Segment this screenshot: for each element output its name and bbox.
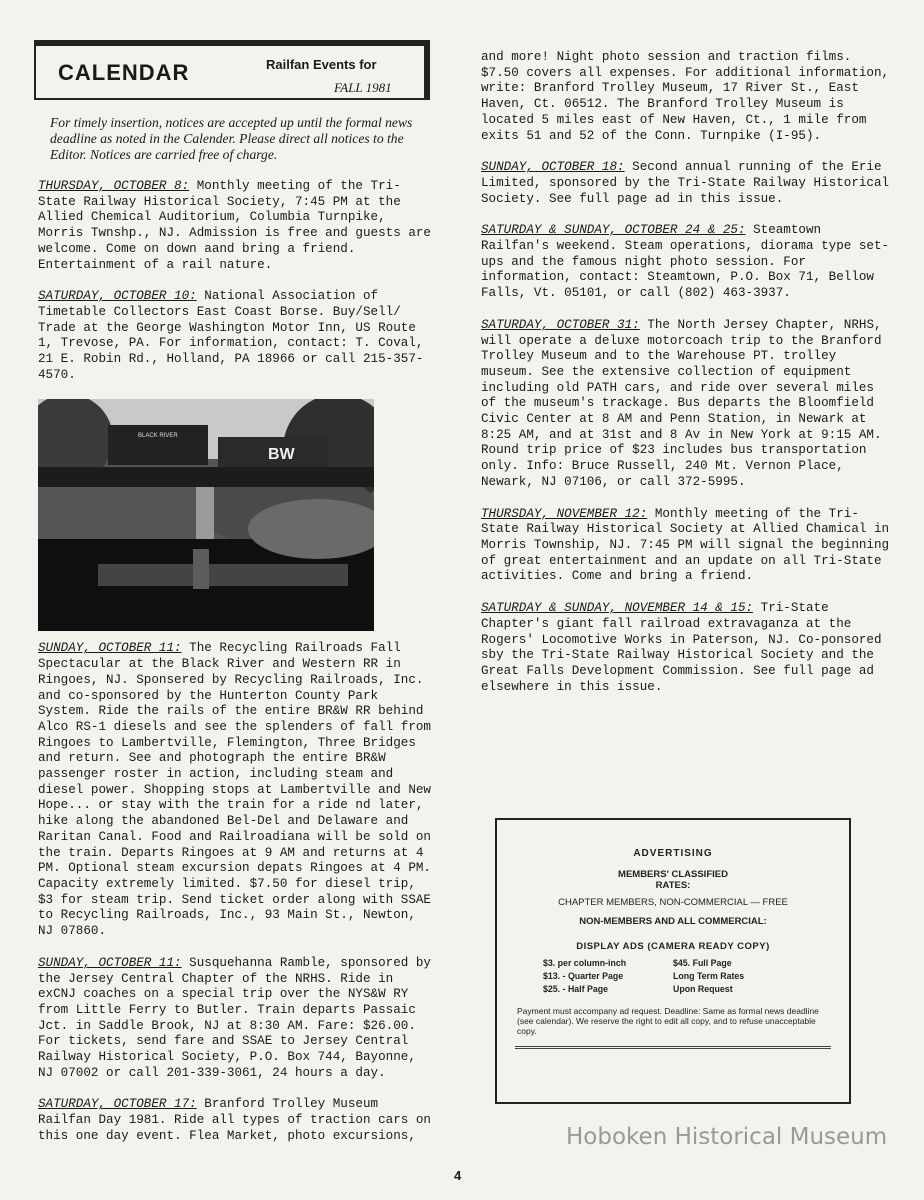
advertising-heading: ADVERTISING [633,848,713,859]
event-text: National Association of Timetable Collectors East Coast Borse. Buy/Sell/ Trade at the George Washington Motor Inn, US Route 1, Trevose, PA. For information, contact: T. Coval, 21 E. Robin Rd., Holland, PA 18966 or call 215-357-4570. [38,289,424,382]
event-oct-11-susquehanna [38,956,438,1082]
event-text: Tri-State Chapter's giant fall railroad extravaganza at the Rogers' Locomotive Works in Paterson, NJ. Co-ponsored sby the Tri-State Railway Historical Society and the Great Falls Development Commission. See full page ad elsewhere in this issue. [481,601,882,694]
event-text: The Recycling Railroads Fall Spectacular at the Black River and Western RR in Ringoes, NJ. Sponsered by Recycling Railroads, Inc. and co-sponsored by the Hunterton County Park System. Ride the rails of the entire BR&W RR behind Alco RS-1 diesels and see the splenders of fall from Ringoes to Lambertville, Flemington, Three Bridges and return. See and photograph the entire BR&W passenger roster in action, including steam and diesel power. Shopping stops at Lambertville and New Hope... or stay with the train for a ride nd later, hike along the abandoned Bel-Del and Delaware and Raritan Canal. Food and Railroadiana will be sold on the train. Departs Ringoes at 9 AM and returns at 4 PM. Optional steam excursion depats Ringoes at 4 PM. Capacity extremely limited. $7.50 for diesel trip, $3 for steam trip. Send ticket order along with SSAE to Recycling Railroads, Inc., 93 Main St., Newton, NJ 07860. [38,641,431,939]
double-rule [515,1046,831,1049]
header-season: FALL 1981 [334,80,392,95]
advertising-box [495,818,851,1104]
event-oct-31 [481,318,891,491]
rates-grid [543,958,803,994]
classified-heading: MEMBERS' CLASSIFIED [618,869,728,880]
event-date: SATURDAY, OCTOBER 31: [481,317,640,332]
event-date: SATURDAY & SUNDAY, OCTOBER 24 & 25: [481,223,746,238]
event-text: Steamtown Railfan's weekend. Steam operations, diorama type set-ups and the famous night photo session. For information, contact: Steamtown, P.O. Box 71, Bellow Falls, Vt. 05101, or call (802) 463-3937. [481,223,890,301]
payment-note: Payment must accompany ad request. Deadline: Same as formal news deadline (see calendar). We reserve the right to edit all copy, and to refuse unacceptable copy. [517,1006,819,1036]
event-date: THURSDAY, OCTOBER 8: [38,179,190,193]
rate-item: $13. - Quarter Page [543,971,624,981]
page-number: 4 [454,1168,462,1183]
locomotive-lettering: BLACK RIVER [138,433,178,440]
event-date: SATURDAY & SUNDAY, NOVEMBER 14 & 15: [481,601,754,616]
event-oct-18 [481,160,891,207]
event-oct-24-25 [481,223,891,302]
event-oct-8 [38,179,438,273]
rate-item: Long Term Rates [673,971,745,981]
event-text: Monthly meeting of the Tri-State Railway Historical Society at Allied Chamical in Morris Township, NJ. 7:45 PM will signal the beginning of great entertainment and an update on all Tri-State activities. Come and bring a friend. [481,506,890,584]
rates-heading: RATES: [655,880,691,891]
rate-item: $25. - Half Page [543,984,609,994]
page-title: CALENDAR [58,60,190,85]
event-date: SUNDAY, OCTOBER 11: [38,641,182,656]
event-date: THURSDAY, NOVEMBER 12: [481,506,648,521]
event-nov-14-15 [481,601,891,695]
event-date: SUNDAY, OCTOBER 18: [481,160,625,175]
event-text: Second annual running of the Erie Limited, sponsored by the Tri-State Railway Historical Society. See full page ad in this issue. [481,160,890,206]
event-text: Monthly meeting of the Tri-State Railway Historical Society, 7:45 PM at the Allied Chemical Auditorium, Columbia Turnpike, Morris Twnshp., NJ. Admission is free and guests are welcome. Come on down aand bring a friend. Entertainment of a rail nature. [38,179,431,272]
event-nov-12 [481,507,891,586]
rate-item: $45. Full Page [673,958,732,968]
rate-item: Upon Request [673,984,733,994]
rate-item: $3. per column-inch [543,958,627,968]
header-subtitle: Railfan Events for [266,57,377,72]
train-bridge-photo [38,399,374,631]
event-oct-17 [38,1097,438,1144]
event-oct-17-continued: and more! Night photo session and traction films. $7.50 covers all expenses. For additional information, write: Branford Trolley Museum, 17 River St., East Haven, Ct. 06512. The Branford Trolley Museum is located 5 miles east of New Haven, Ct., 1 mile from exits 51 and 52 of the Conn. Turnpike (I-95). [481,50,890,143]
museum-watermark: Hoboken Historical Museum [566,1124,888,1150]
event-oct-11-recycling [38,641,438,939]
calendar-header [34,40,430,100]
non-members-heading: NON-MEMBERS AND ALL COMMERCIAL: [579,916,767,927]
event-date: SATURDAY, OCTOBER 17: [38,1097,197,1112]
bw-logo: BW [268,446,295,464]
display-ads-heading: DISPLAY ADS (CAMERA READY COPY) [576,941,770,952]
event-text: The North Jersey Chapter, NRHS, will operate a deluxe motorcoach trip to the Branford Trolley Museum and to the Warehouse PT. trolley museum. See the extensive collection of equipment including old PATH cars, and ride over several miles of the museum's trackage. Bus departs the Bloomfield Civic Center at 8 AM and Penn Station, in Newark at 8:25 AM, and at 31st and 8 Av in New York at 9:15 AM. Round trip price of $23 includes bus transportation only. Info: Bruce Russell, 240 Mt. Vernon Place, Newark, NJ 07106, or call 372-5995. [481,317,882,489]
intro-notice: For timely insertion, notices are accepted up until the formal news deadline as noted in the Calender. Please direct all notices to the Editor. Notices are carried free of charge. [50,115,413,162]
right-column [481,50,891,711]
event-oct-10 [38,289,438,383]
event-text: Susquehanna Ramble, sponsored by the Jersey Central Chapter of the NRHS. Ride in exCNJ coaches on a special trip over the NYS&W RY from Little Ferry to Butler. Train departs Passaic Jct. in Saddle Brook, NJ at 8:30 AM. Fare: $26.00. For tickets, send fare and SSAE to Jersey Central Railway Historical Society, P.O. Box 744, Bayonne, NJ 07002 or call 201-339-3061, 24 hours a day. [38,955,431,1080]
event-date: SUNDAY, OCTOBER 11: [38,955,182,970]
chapter-members-rate: CHAPTER MEMBERS, NON-COMMERCIAL — FREE [558,897,788,908]
left-column [38,115,438,1161]
event-text: Branford Trolley Museum Railfan Day 1981. Ride all types of traction cars on this one day event. Flea Market, photo excursions, [38,1097,431,1143]
event-date: SATURDAY, OCTOBER 10: [38,289,197,304]
